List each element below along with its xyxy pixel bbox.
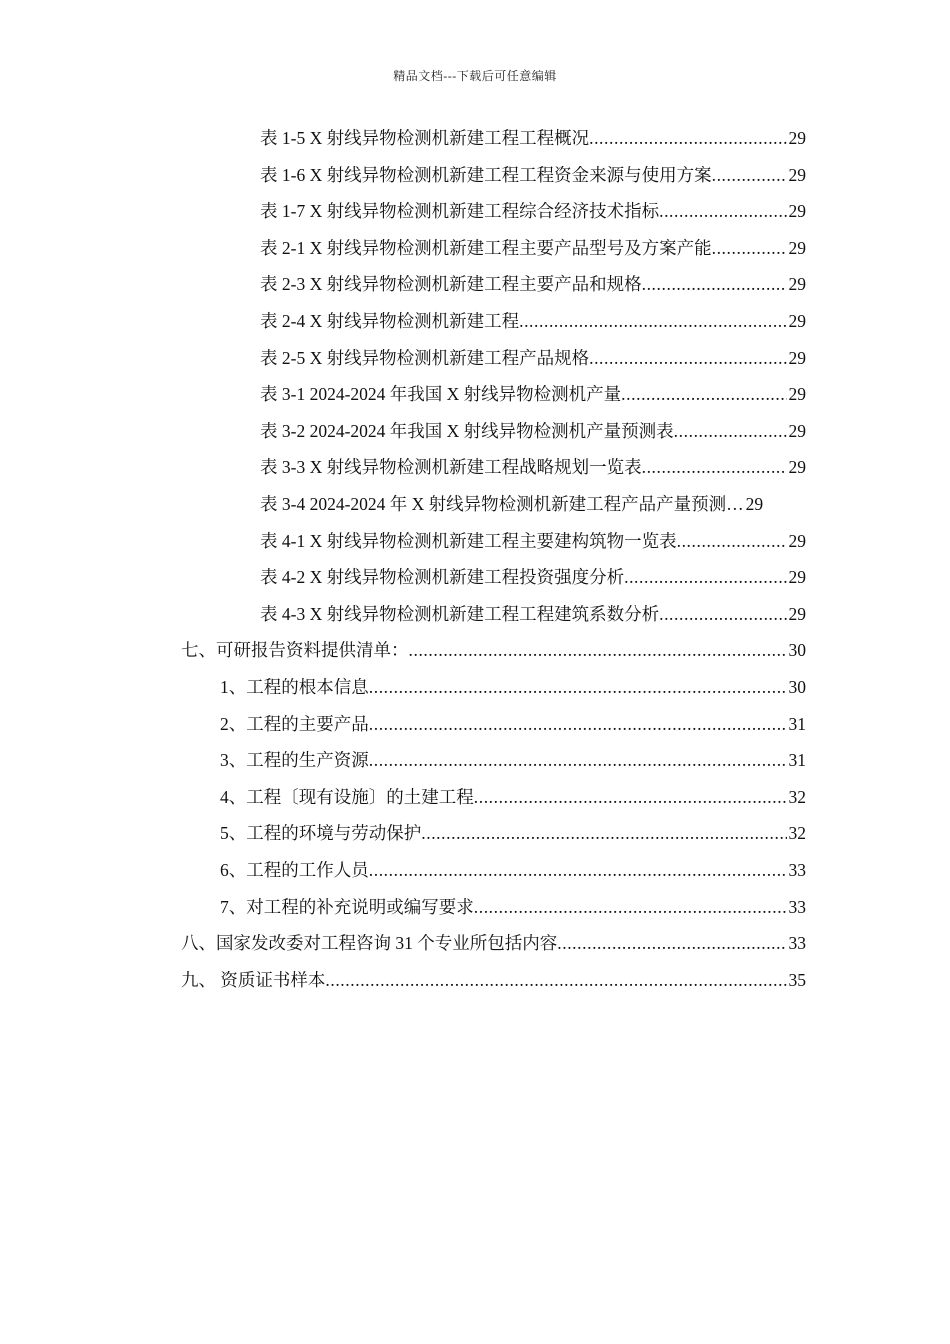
toc-entry[interactable] [181,632,806,668]
toc-entry-page: 32 [788,786,806,807]
toc-entry-label: 表 4-3 X 射线异物检测机新建工程工程建筑系数分析 [260,603,660,624]
toc-entry-label: 5、工程的环境与劳动保护 [220,823,422,844]
toc-entry[interactable] [260,303,806,339]
toc-entry-label: 1、工程的根本信息 [220,677,369,697]
toc-entry-page: 29 [788,128,806,148]
toc-entry[interactable] [260,266,806,302]
toc-entry[interactable] [260,230,806,266]
toc-entry-page: 29 [788,603,806,624]
toc-entry-label: 表 3-1 2024-2024 年我国 X 射线异物检测机产量 [260,384,622,405]
toc-dot-leader [642,266,787,302]
toc-entry-label: 表 3-2 2024-2024 年我国 X 射线异物检测机产量预测表 [260,420,674,441]
toc-entry[interactable] [260,413,806,449]
toc-entry[interactable] [220,742,806,778]
toc-entry-page: 29 [788,384,806,405]
toc-entry-label: 3、工程的生产资源 [220,750,369,771]
toc-dot-leader [674,413,787,449]
toc-dot-leader [642,449,787,485]
toc-entry-label: 表 2-5 X 射线异物检测机新建工程产品规格 [260,347,590,368]
toc-dot-leader [659,193,786,229]
toc-entry-page: 31 [788,713,806,734]
toc-entry-page: 29 [788,311,806,331]
toc-entry[interactable] [181,925,806,961]
toc-dot-leader [369,852,787,888]
toc-entry-label: 表 3-4 2024-2024 年 X 射线异物检测机新建工程产品产量预测… [260,494,744,514]
toc-entry-label: 表 2-1 X 射线异物检测机新建工程主要产品型号及方案产能 [260,237,712,258]
toc-dot-leader [677,523,787,559]
toc-entry-label: 表 2-4 X 射线异物检测机新建工程 [260,311,520,331]
toc-entry-label: 九、 资质证书样本 [181,969,326,990]
toc-entry-page: 33 [788,860,806,880]
toc-dot-leader [369,742,787,778]
toc-entry-page: 29 [788,347,806,368]
toc-dot-leader [421,815,786,851]
toc-dot-leader [557,925,786,961]
toc-entry-page: 33 [788,896,806,917]
toc-entry-label: 表 4-1 X 射线异物检测机新建工程主要建构筑物一览表 [260,530,677,551]
toc-entry-label: 表 3-3 X 射线异物检测机新建工程战略规划一览表 [260,457,642,478]
toc-entry-page: 30 [788,677,806,697]
toc-entry[interactable] [220,706,806,742]
toc-entry-page: 35 [788,969,806,990]
toc-dot-leader [409,632,787,668]
toc-dot-leader [589,120,786,156]
toc-dot-leader [519,303,786,339]
toc-dot-leader [624,559,786,595]
toc-entry[interactable] [260,193,806,229]
toc-entry-label: 表 1-7 X 射线异物检测机新建工程综合经济技术指标 [260,201,660,222]
toc-dot-leader [589,340,786,376]
toc-dot-leader [369,669,787,705]
toc-entry[interactable] [220,669,806,705]
toc-dot-leader [712,157,787,193]
toc-entry-page: 32 [788,823,806,844]
toc-entry[interactable] [260,486,806,522]
toc-entry[interactable] [220,852,806,888]
toc-entry-page: 29 [788,237,806,258]
toc-entry-label: 4、工程〔现有设施〕的土建工程 [220,786,474,807]
toc-entry[interactable] [181,962,806,998]
toc-entry[interactable] [220,779,806,815]
toc-entry[interactable] [260,523,806,559]
toc-entry-label: 表 1-6 X 射线异物检测机新建工程工程资金来源与使用方案 [260,164,712,185]
toc-entry-label: 表 1-5 X 射线异物检测机新建工程工程概况 [260,128,590,148]
toc-entry[interactable] [260,120,806,156]
toc-entry[interactable] [220,815,806,851]
toc-entry[interactable] [260,596,806,632]
toc-entry-label: 2、工程的主要产品 [220,713,369,734]
toc-entry-label: 七、可研报告资料提供清单： [181,640,409,661]
toc-dot-leader [474,779,787,815]
toc-entry[interactable] [260,157,806,193]
toc-entry-label: 八、国家发改委对工程咨询 31 个专业所包括内容 [181,933,558,954]
toc-entry-page: 29 [788,164,806,185]
page-header: 精品文档---下载后可任意编辑 [393,69,557,83]
toc-entry-page: 29 [788,274,806,295]
toc-entry[interactable] [260,340,806,376]
toc-entry-page: 30 [788,640,806,661]
toc-entry-page: 33 [788,933,806,954]
toc-entry-page: 29 [788,201,806,222]
toc-entry-page: 29 [745,494,764,514]
toc-entry-page: 29 [788,530,806,551]
toc-entry[interactable] [260,376,806,412]
toc-dot-leader [325,962,786,998]
toc-entry-page: 29 [788,457,806,478]
toc-entry-page: 29 [788,567,806,588]
toc-entry[interactable] [260,449,806,485]
toc-dot-leader [621,376,786,412]
toc-entry-page: 31 [788,750,806,771]
toc-dot-leader [369,706,787,742]
toc-entry-label: 表 2-3 X 射线异物检测机新建工程主要产品和规格 [260,274,642,295]
toc-dot-leader [659,596,786,632]
toc-entry-label: 表 4-2 X 射线异物检测机新建工程投资强度分析 [260,567,625,588]
toc-entry-label: 7、对工程的补充说明或编写要求 [220,896,474,917]
toc-entry-page: 29 [788,420,806,441]
toc-entry-label: 6、工程的工作人员 [220,860,369,880]
toc-dot-leader [474,889,787,925]
toc-entry[interactable] [260,559,806,595]
toc-entry[interactable] [220,889,806,925]
toc-dot-leader [712,230,787,266]
